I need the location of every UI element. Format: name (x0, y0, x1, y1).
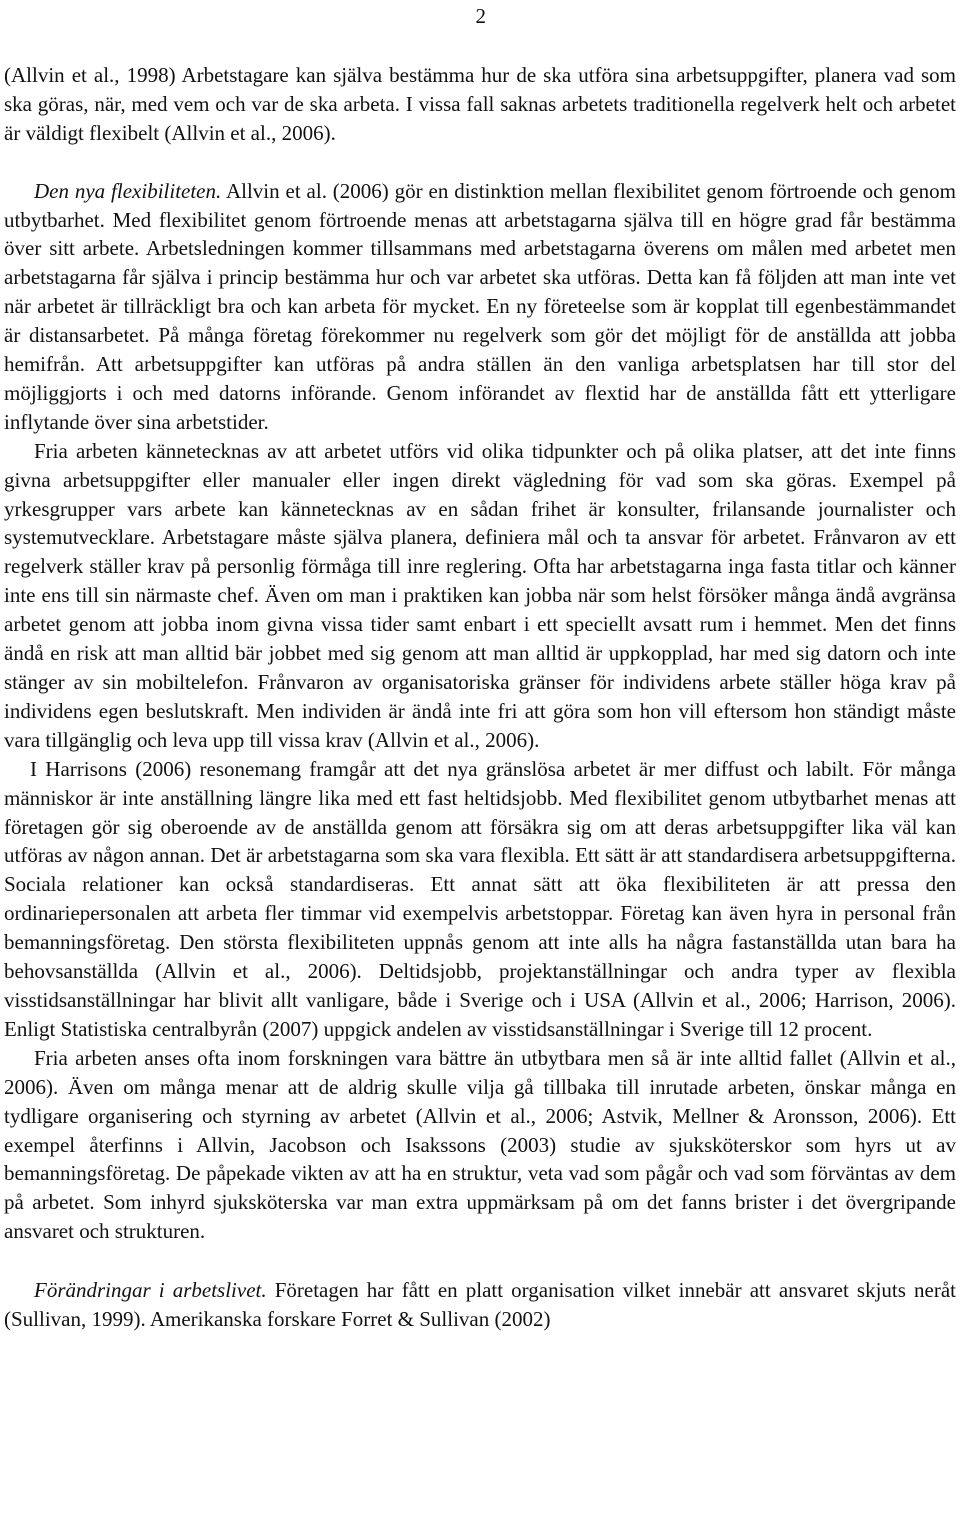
paragraph-gap (4, 148, 956, 177)
paragraph-5: Fria arbeten anses ofta inom forskningen vara bättre än utbytbara men så är inte alltid fallet (Allvin et al., 2006). Även om många menar att de aldrig skulle vilja gå tillbaka till inrutade arbeten, önskar många en tydligare organisering och styrning av arbetet (Allvin et al., 2006; Astvik, Mellner & Aronsson, 2006). Ett exempel återfinns i Allvin, Jacobson och Isakssons (2003) studie av sjuksköterskor som hyrs ut av bemanningsföretag. De påpekade vikten av att ha en struktur, veta vad som pågår och vad som förväntas av dem på arbetet. Som inhyrd sjuksköterska var man extra uppmärksam på om det fanns brister i det övergripande ansvaret och strukturen. (4, 1045, 956, 1244)
paragraph-6-text: Företagen har fått en platt organisation vilket innebär att ansvaret skjuts neråt (Sullivan, 1999). Amerikanska forskare Forret & Sullivan (2002) (4, 1278, 956, 1332)
section-heading-changes: Förändringar i arbetslivet. (34, 1278, 267, 1303)
body-text (4, 61, 956, 1334)
page-number: 2 (475, 4, 486, 28)
paragraph-3: Fria arbeten kännetecknas av att arbetet utförs vid olika tidpunkter och på olika platser, att det inte finns givna arbetsuppgifter eller manualer eller ingen direkt vägledning för vad som ska göras. Exempel på yrkesgrupper vars arbete kan kännetecknas av en sådan frihet är konsulter, frilansande journalister och systemutvecklare. Arbetstagare måste själva planera, definiera mål och ta ansvar för arbetet. Frånvaron av ett regelverk ställer krav på personlig förmåga till inre reglering. Ofta har arbetstagarna inga fasta titlar och känner inte ens till sin närmaste chef. Även om man i praktiken kan jobba när som helst försöker många ändå avgränsa arbetet genom att jobba inom givna vissa tider samt enbart i ett speciellt avsatt rum i hemmet. Men det finns ändå en risk att man alltid bär jobbet med sig genom att man alltid är uppkopplad, har med sig datorn och inte stänger av sin mobiltelefon. Frånvaron av organisatoriska gränser för individens arbete ställer höga krav på individens egen beslutskraft. Men individen är ändå inte fri att göra som hon vill eftersom hon ständigt måste vara tillgänglig och leva upp till vissa krav (Allvin et al., 2006). (4, 438, 956, 752)
paragraph-gap (4, 1246, 956, 1276)
paragraph-1: (Allvin et al., 1998) Arbetstagare kan själva bestämma hur de ska utföra sina arbetsuppgifter, planera vad som ska göras, när, med vem och var de ska arbeta. I vissa fall saknas arbetets traditionella regelverk helt och arbetet är väldigt flexibelt (Allvin et al., 2006). (4, 63, 956, 145)
section-heading-flexibility: Den nya flexibiliteten. (34, 178, 222, 203)
paragraph-4: I Harrisons (2006) resonemang framgår att det nya gränslösa arbetet är mer diffust och labilt. För många människor är inte anställning längre lika med ett fast heltidsjobb. Med flexibilitet genom utbytbarhet menas att företagen gör sig oberoende av de anställda genom att försäkra sig om att deras arbetsuppgifter lika väl kan utföras av någon annan. Det är arbetstagarna som ska vara flexibla. Ett sätt är att standardisera arbetsuppgifterna. Sociala relationer kan också standardiseras. Ett annat sätt att öka flexibiliteten är att pressa den ordinariepersonalen att arbeta fler timmar vid exempelvis arbetstoppar. Företag kan även hyra in personal från bemanningsföretag. Den största flexibiliteten uppnås genom att inte alls ha några fastanställda utan bara ha behovsanställda (Allvin et al., 2006). Deltidsjobb, projektanställningar och andra typer av flexibla visstidsanställningar har blivit allt vanligare, både i Sverige och i USA (Allvin et al., 2006; Harrison, 2006). Enligt Statistiska centralbyrån (2007) uppgick andelen av visstidsanställningar i Sverige till 12 procent. (4, 756, 956, 1041)
paragraph-2 (4, 177, 956, 437)
paragraph-2-text: Allvin et al. (2006) gör en distinktion mellan flexibilitet genom förtroende och genom utbytbarhet. Med flexibilitet genom förtroende menas att arbetstagarna själva till en högre grad får bestämma över sitt arbete. Arbetsledningen kommer tillsammans med arbetstagarna överens om målen med arbetet men arbetstagarna får själva i princip bestämma hur och var arbetet ska utföras. Detta kan få följden att man inte vet när arbetet är tillräckligt bra och kan arbeta för mycket. En ny företeelse som är kopplat till egenbestämmandet är distansarbetet. På många företag förekommer nu regelverk som gör det möjligt för de anställda att jobba hemifrån. Att arbetsuppgifter kan utföras på andra ställen än den vanliga arbetsplatsen har till stor del möjliggjorts i och med datorns införande. Genom införandet av flextid har de anställda fått ett ytterligare inflytande över sina arbetstider. (4, 178, 956, 434)
paragraph-6 (4, 1276, 956, 1334)
